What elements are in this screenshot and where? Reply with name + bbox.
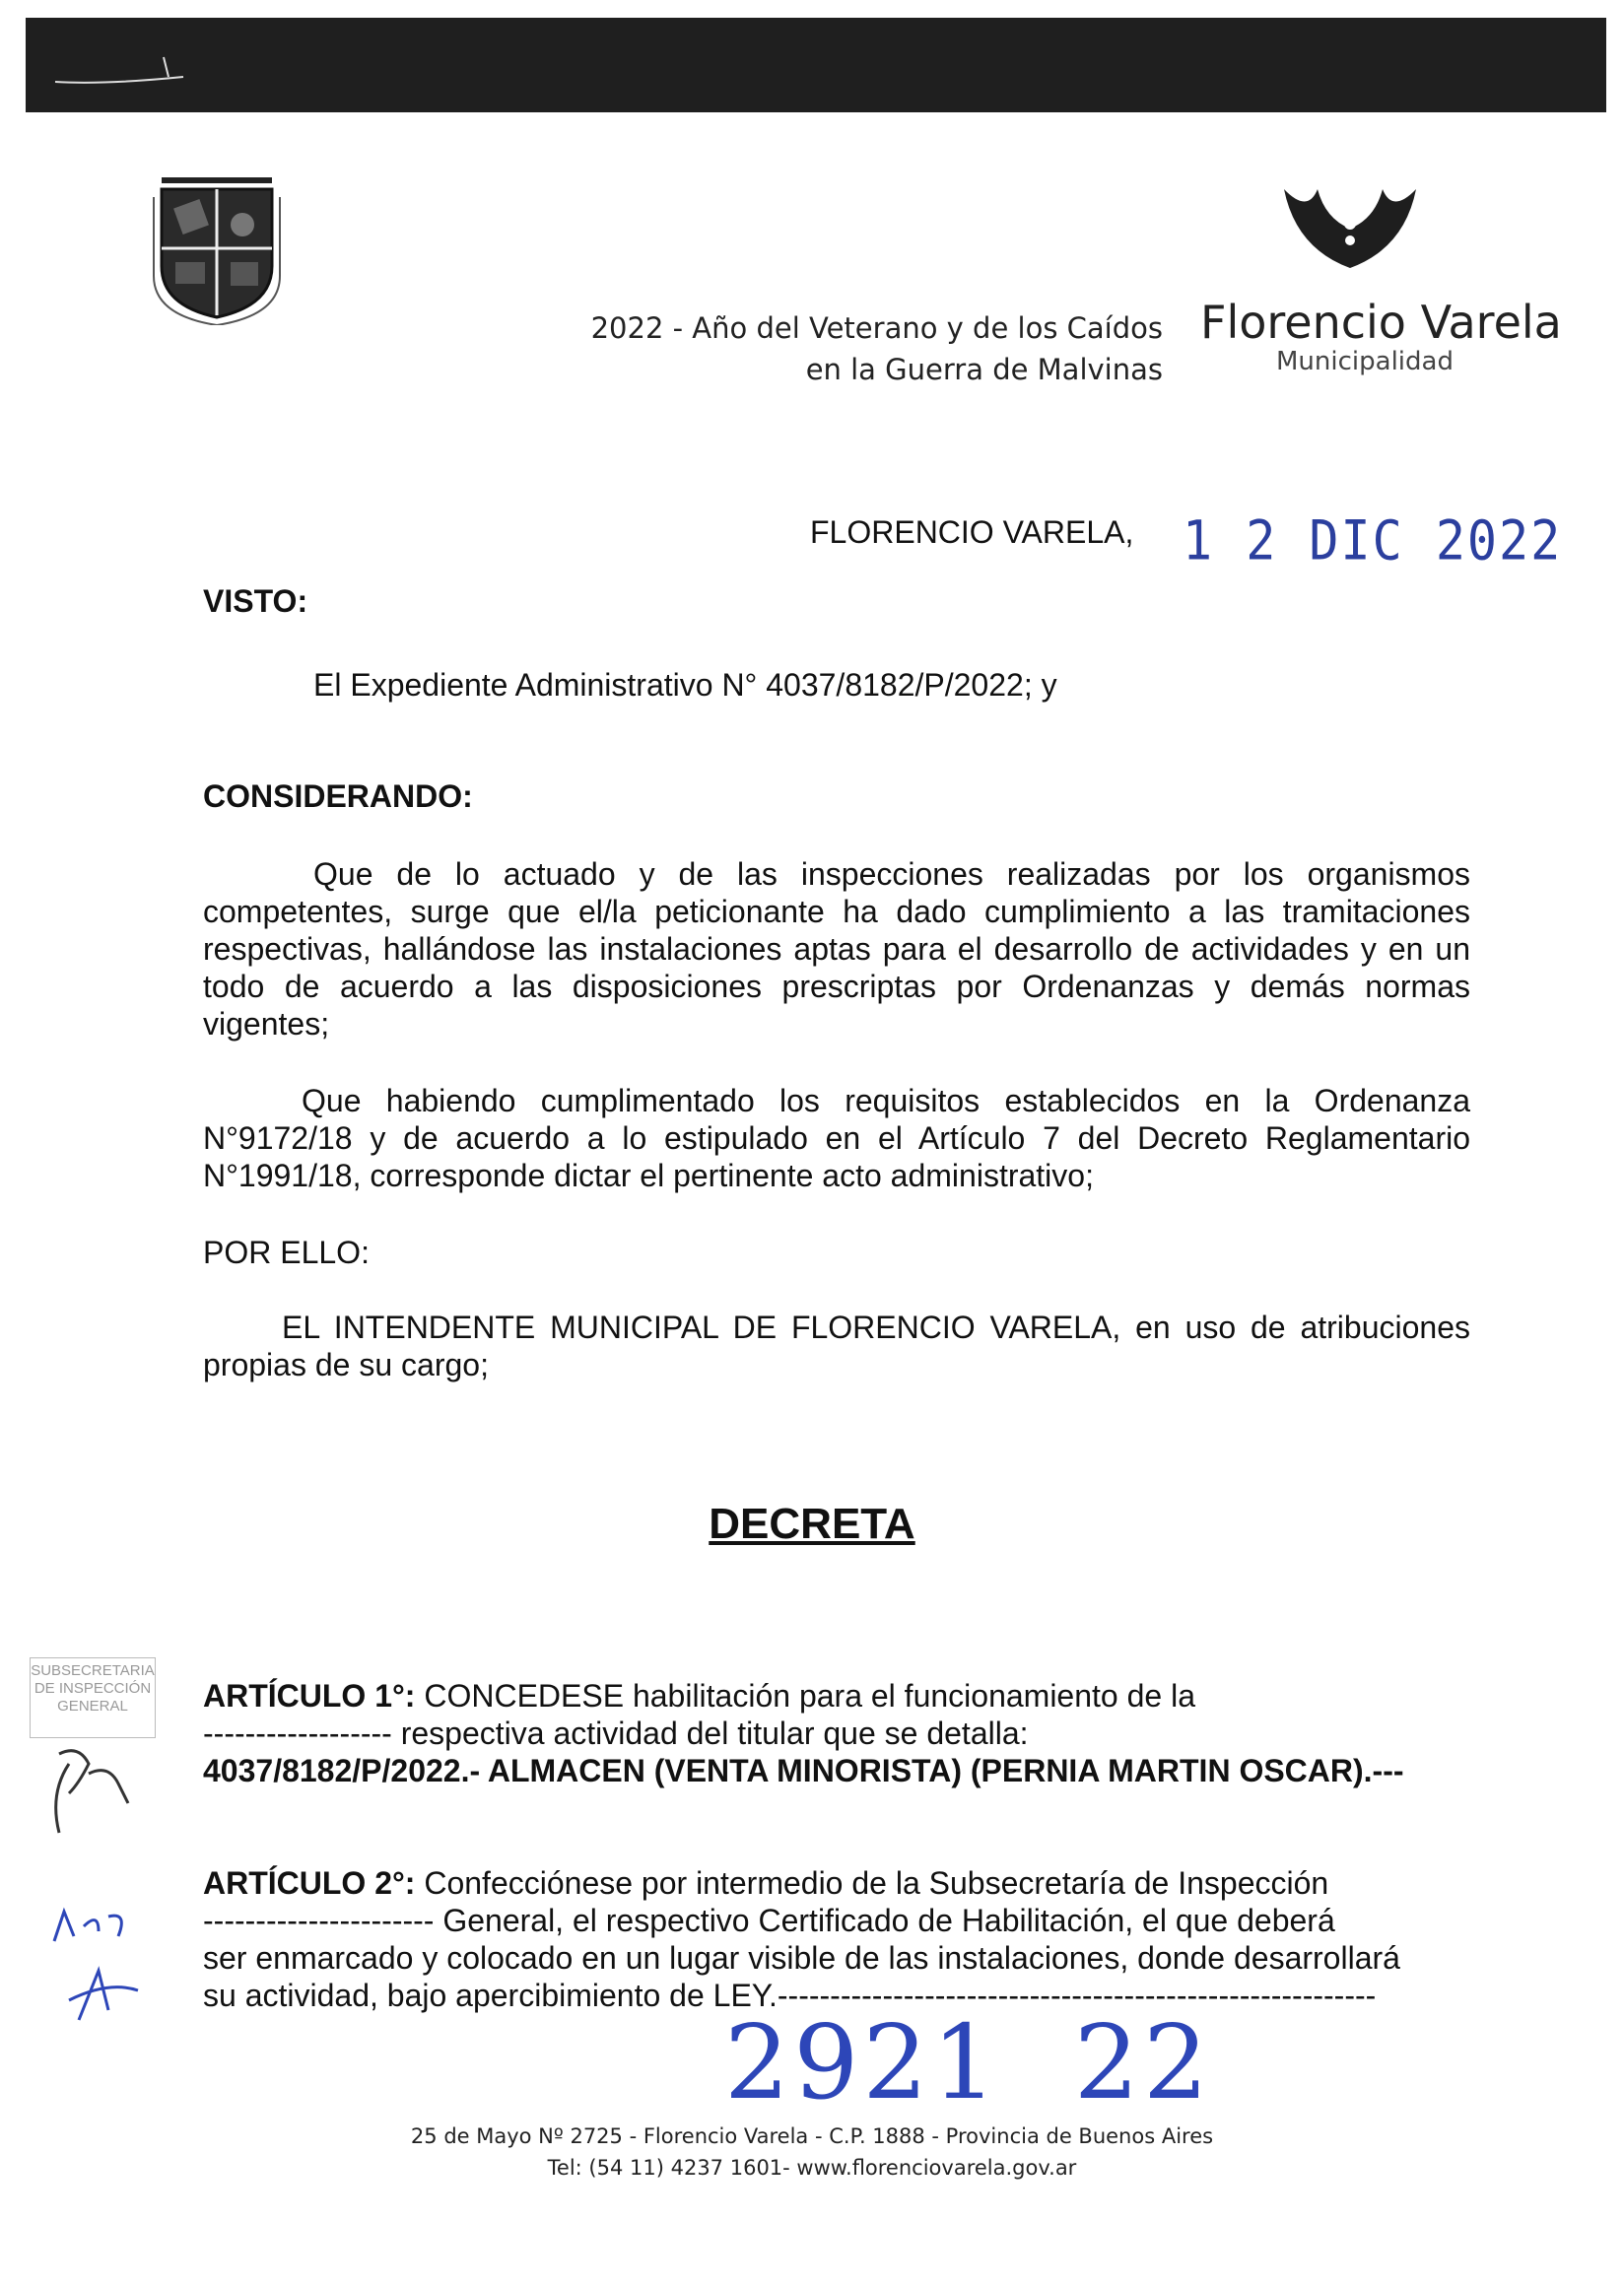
side-stamp-line1: SUBSECRETARIA — [31, 1662, 155, 1679]
date-stamp: 1 2 DIC 2022 — [1183, 509, 1563, 572]
articulo-1-line2: ------------------ respectiva actividad del titular que se detalla: — [203, 1716, 1029, 1751]
dateline-place: FLORENCIO VARELA, — [810, 514, 1134, 550]
decree-number-stamp: 2921 22 — [724, 2002, 1213, 2122]
year-motto-line1: 2022 - Año del Veterano y de los Caídos — [590, 311, 1163, 345]
brand-name: Florencio Varela — [1200, 296, 1562, 349]
articulo-1-text: CONCEDESE habilitación para el funcionamiento de la — [424, 1678, 1195, 1714]
scan-top-bar — [26, 18, 1606, 112]
brand-subtitle: Municipalidad — [1276, 347, 1454, 376]
year-motto-line2: en la Guerra de Malvinas — [805, 353, 1163, 386]
articulo-2-label: ARTÍCULO 2°: — [203, 1865, 416, 1901]
articulo-2-line4: su actividad, bajo apercibimiento de LEY.--------------------------------------------------------- — [203, 1978, 1377, 2013]
articulo-2 — [203, 1864, 1470, 2014]
visto-text: El Expediente Administrativo N° 4037/8182/P/2022; y — [313, 667, 1057, 703]
considerando-paragraph-2: Que habiendo cumplimentado los requisitos establecidos en la Ordenanza N°9172/18 y de acuerdo a lo estipulado en el Artículo 7 del Decreto Reglamentario N°1991/18, corresponde dictar el pertinente acto administrativo; — [203, 1083, 1470, 1193]
side-stamp-line2: DE INSPECCIÓN — [34, 1680, 152, 1697]
articulo-2-text: Confecciónese por intermedio de la Subsecretaría de Inspección — [424, 1865, 1329, 1901]
municipal-crest-icon — [148, 168, 286, 325]
decreta-heading: DECRETA — [709, 1500, 915, 1548]
florencio-varela-logo-icon — [1276, 169, 1424, 278]
signature-scribble-icon — [45, 37, 203, 97]
considerando-heading: CONSIDERANDO: — [203, 778, 473, 814]
visto-heading: VISTO: — [203, 583, 308, 619]
handwritten-initials — [30, 1734, 158, 2050]
footer-contact: Tel: (54 11) 4237 1601- www.florenciovarela.gov.ar — [547, 2156, 1077, 2180]
articulo-2-line2: ---------------------- General, el respectivo Certificado de Habilitación, el que deberá — [203, 1903, 1335, 1938]
intendente-clause: EL INTENDENTE MUNICIPAL DE FLORENCIO VARELA, en uso de atribuciones propias de su cargo; — [203, 1310, 1470, 1382]
por-ello: POR ELLO: — [203, 1235, 370, 1270]
articulo-1-detail: 4037/8182/P/2022.- ALMACEN (VENTA MINORISTA) (PERNIA MARTIN OSCAR).--- — [203, 1753, 1404, 1788]
year-motto — [591, 307, 1163, 390]
articulo-2-line3: ser enmarcado y colocado en un lugar visible de las instalaciones, donde desarrollará — [203, 1940, 1400, 1976]
articulo-1-label: ARTÍCULO 1°: — [203, 1678, 416, 1714]
considerando-paragraph-1: Que de lo actuado y de las inspecciones realizadas por los organismos competentes, surge que el/la peticionante ha dado cumplimiento a las tramitaciones respectivas, hallándose las instalaciones aptas para el desarrollo de actividades y en un todo de acuerdo a las disposiciones prescriptas por Ordenanzas y demás normas vigentes; — [203, 856, 1470, 1042]
footer-address: 25 de Mayo Nº 2725 - Florencio Varela - C.P. 1888 - Provincia de Buenos Aires — [410, 2124, 1214, 2148]
articulo-1-line1 — [203, 1677, 1470, 1715]
articulo-2-line1 — [203, 1864, 1470, 1902]
side-stamp-line3: GENERAL — [57, 1698, 128, 1715]
inspection-side-stamp — [30, 1657, 156, 1738]
footer — [0, 2120, 1624, 2184]
articulo-1 — [203, 1677, 1470, 1789]
